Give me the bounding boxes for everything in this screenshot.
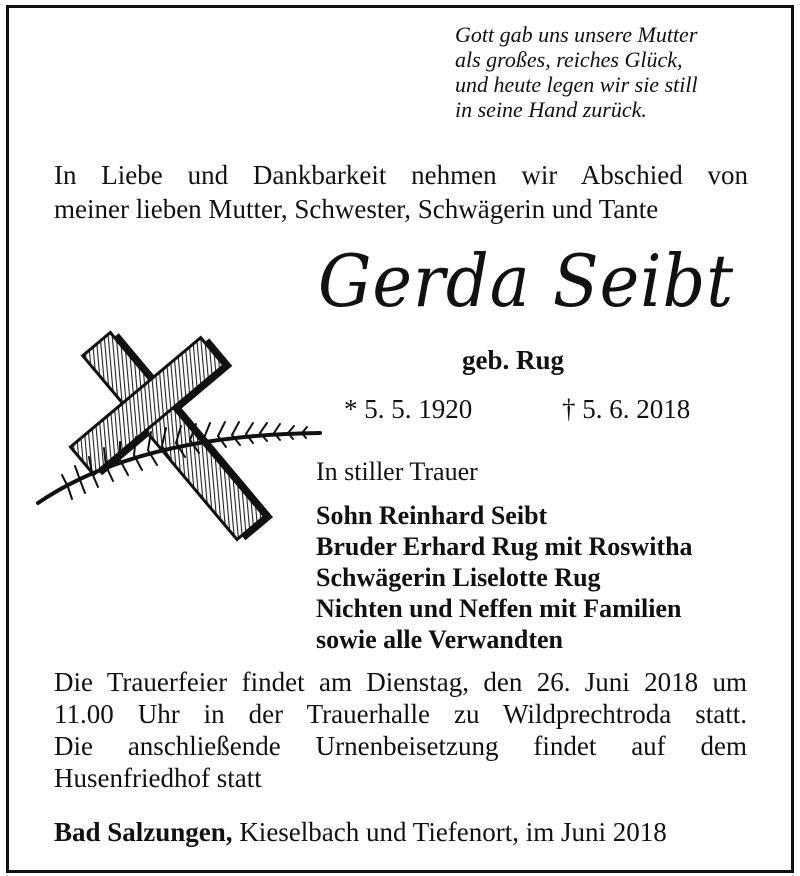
poem-line: in seine Hand zurück.: [455, 97, 647, 122]
poem-line: und heute legen wir sie still: [455, 72, 698, 97]
mourner: Nichten und Neffen mit Familien: [316, 594, 682, 623]
poem-line: als großes, reiches Glück,: [455, 47, 683, 72]
mourner: Sohn Reinhard Seibt: [316, 501, 548, 530]
mourner: Bruder Erhard Rug mit Roswitha: [316, 532, 693, 561]
place-and-date: [54, 816, 754, 848]
cross-with-palm-branch-icon: [28, 305, 328, 575]
funeral-line: Die Trauerfeier findet am Dienstag, den 26. Juni 2018 um: [54, 667, 747, 697]
poem-line: Gott gab uns unsere Mutter: [455, 22, 698, 47]
funeral-line: 11.00 Uhr in der Trauerhalle zu Wildprechtroda statt.: [54, 699, 747, 729]
place-rest: Kieselbach und Tiefenort, im Juni 2018: [232, 817, 667, 847]
funeral-details: [54, 666, 747, 794]
place-name: Bad Salzungen,: [54, 817, 233, 847]
funeral-line: Husenfriedhof statt: [54, 763, 262, 793]
intro-line: meiner lieben Mutter, Schwester, Schwägerin und Tante: [54, 194, 659, 224]
mourner: sowie alle Verwandten: [316, 625, 563, 654]
mourning-heading: In stiller Trauer: [316, 457, 478, 486]
intro-line: In Liebe und Dankbarkeit nehmen wir Abschied von: [54, 160, 748, 190]
birth-date: * 5. 5. 1920: [344, 394, 473, 424]
poem: [455, 22, 775, 122]
maiden-name: geb. Rug: [462, 345, 565, 375]
funeral-line: Die anschließende Urnenbeisetzung findet auf dem: [54, 731, 747, 761]
intro-text: [54, 158, 748, 226]
deceased-name: Gerda Seibt: [318, 239, 735, 323]
mourners-list: [316, 500, 693, 655]
death-date: † 5. 6. 2018: [562, 394, 691, 424]
mourner: Schwägerin Liselotte Rug: [316, 563, 601, 592]
